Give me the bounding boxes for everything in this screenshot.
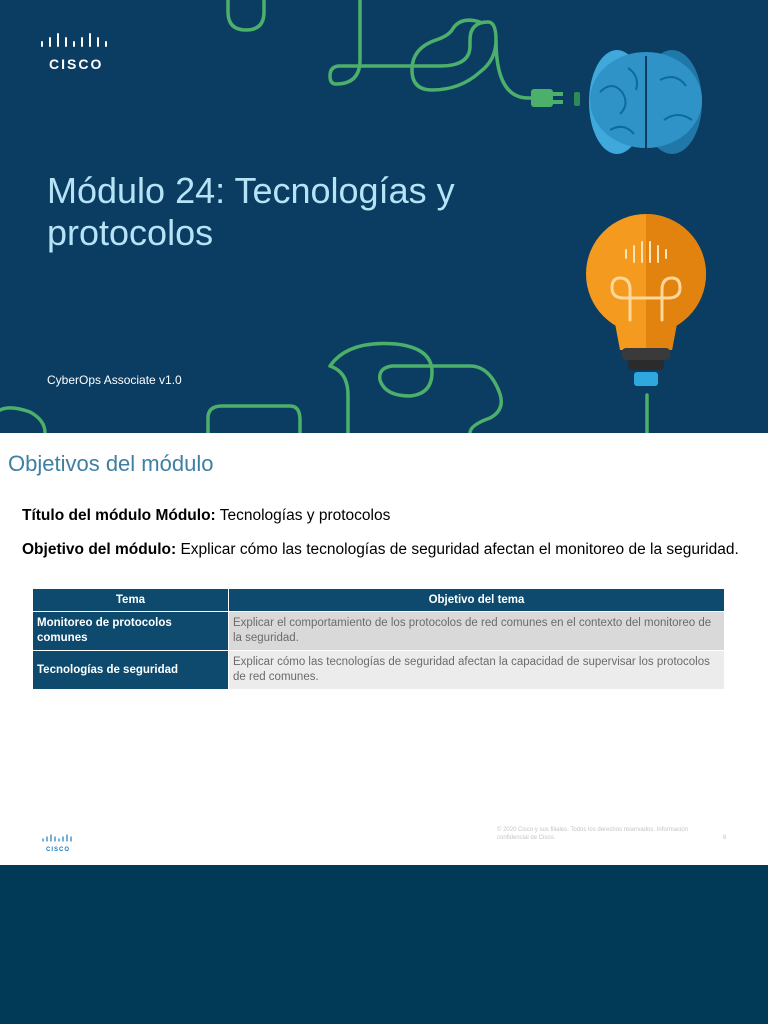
objectives-table xyxy=(32,588,725,690)
topic-cell: Monitoreo de protocolos comunes xyxy=(33,612,229,651)
cisco-logo-icon xyxy=(40,33,110,73)
brain-icon xyxy=(589,50,702,154)
plug-icon xyxy=(531,89,580,107)
footer-logo-text: CISCO xyxy=(46,847,71,853)
course-subtitle: CyberOps Associate v1.0 xyxy=(47,373,182,387)
objective-cell: Explicar cómo las tecnologías de seguridad afectan la capacidad de supervisar los protocolos de red comunes. xyxy=(229,651,725,690)
column-header-objective: Objetivo del tema xyxy=(229,589,725,612)
module-title-paragraph xyxy=(22,506,742,526)
module-objective-value: Explicar cómo las tecnologías de seguridad afectan el monitoreo de la seguridad. xyxy=(176,541,739,558)
lightbulb-icon xyxy=(586,214,706,386)
module-objective-label: Objetivo del módulo: xyxy=(22,541,177,558)
title-slide xyxy=(0,0,768,433)
slide-title: Módulo 24: Tecnologías y protocolos xyxy=(47,170,455,253)
column-header-topic: Tema xyxy=(33,589,229,612)
page-number: 8 xyxy=(723,835,727,841)
objective-cell: Explicar el comportamiento de los protocolos de red comunes en el contexto del monitoreo de la seguridad. xyxy=(229,612,725,651)
module-objective-paragraph xyxy=(22,540,742,560)
objectives-heading: Objetivos del módulo xyxy=(8,451,214,476)
table-row xyxy=(33,651,725,690)
cisco-logo-text: CISCO xyxy=(49,56,104,72)
copyright-text: © 2020 Cisco y sus filiales. Todos los derechos reservados. Información confidencial de Cisco. xyxy=(497,827,689,841)
footer-cisco-logo-icon xyxy=(42,829,72,853)
table-header-row xyxy=(33,589,725,612)
module-title-value: Tecnologías y protocolos xyxy=(215,507,391,524)
table-row xyxy=(33,612,725,651)
objectives-slide xyxy=(0,433,768,865)
topic-cell: Tecnologías de seguridad xyxy=(33,651,229,690)
footer-cisco-bars-icon xyxy=(42,834,72,842)
cisco-bars-icon xyxy=(40,33,110,49)
module-title-label: Título del módulo Módulo: xyxy=(22,507,216,524)
